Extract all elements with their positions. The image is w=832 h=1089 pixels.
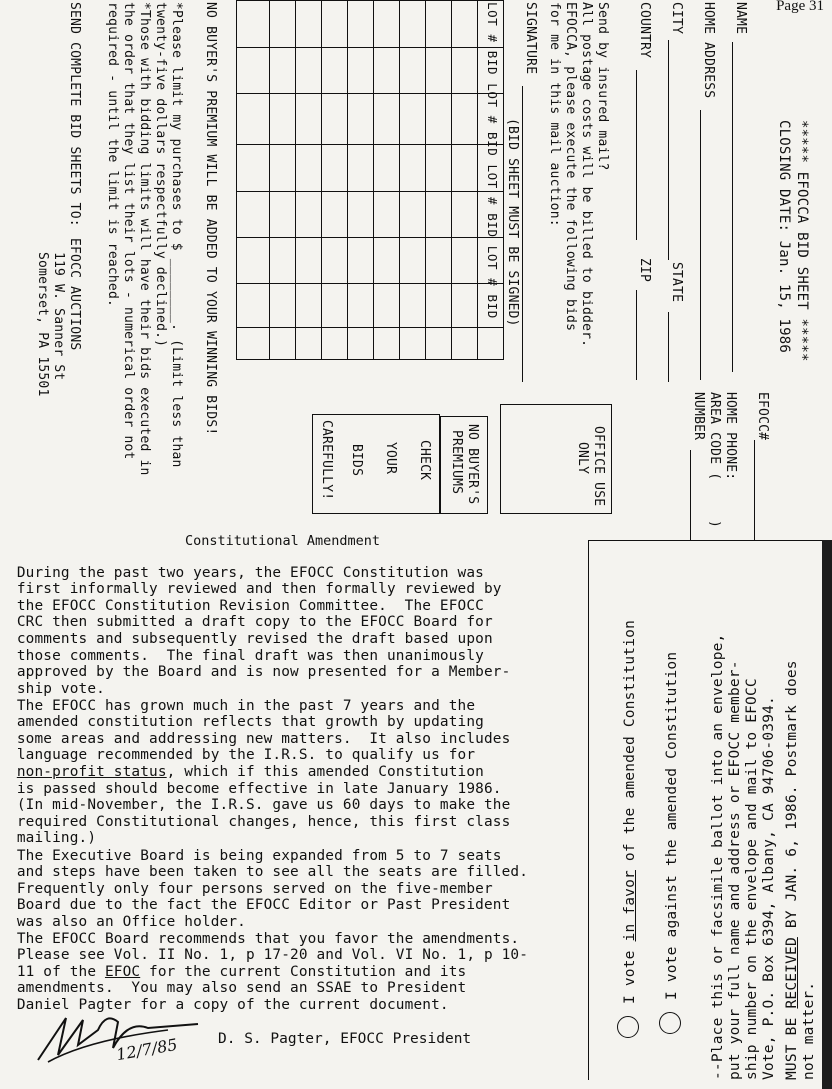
name-label: NAME	[733, 2, 748, 35]
bid-sheet-title: ***** EFOCCA BID SHEET *****	[794, 120, 810, 362]
signature-label: SIGNATURE	[523, 2, 538, 75]
home-address-underline[interactable]	[700, 110, 701, 380]
limit-line-2: twenty-five dollars respectfully declined.)	[153, 2, 168, 348]
area-code-close: )	[707, 520, 722, 529]
state-label: STATE	[669, 262, 684, 303]
country-label: COUNTRY	[637, 2, 652, 59]
handwritten-signature	[28, 1000, 208, 1080]
signer-name: D. S. Pagter, EFOCC President	[218, 1031, 472, 1047]
no-premiums-box	[440, 416, 488, 514]
vote-favor-radio[interactable]	[617, 1016, 639, 1038]
bid-grid[interactable]	[236, 0, 504, 360]
insured-mail-question: Send by insured mail?	[595, 2, 610, 171]
closing-date: CLOSING DATE: Jan. 15, 1986	[776, 120, 792, 353]
limit-line-1: *Please limit my purchases to $ ________. (Limit less than	[169, 2, 184, 468]
city-label: CITY	[669, 2, 684, 35]
city-underline[interactable]	[668, 40, 669, 260]
area-code-label: AREA CODE (	[707, 392, 722, 481]
vote-favor-label: I vote in favor of the amended Constitution	[622, 619, 638, 1004]
number-underline[interactable]	[690, 450, 691, 540]
limit-line-4: the order that they list their lots - numerical order not	[121, 2, 136, 460]
number-label: NUMBER	[691, 392, 706, 441]
postage-note: All postage costs will be billed to bidder.	[579, 2, 594, 348]
zip-underline[interactable]	[636, 290, 637, 380]
amendment-paragraph-4: The EFOCC Board recommends that you favor the amendments. Please see Vol. II No. 1, p 17-20 and Vol. VI No. 1, p 10- 11 of the EFOC for the current Constitution and its amendments. You may also send an SSAE to President Daniel Pagter for a copy of the current document.	[8, 930, 529, 1013]
ballot-edge	[822, 540, 832, 1089]
signature-date: 12/7/85	[114, 1034, 179, 1065]
address-line-2: 119 W. Sanner St	[51, 252, 66, 381]
efocc-number-label: EFOCC#	[755, 392, 770, 441]
grid-header: LOT # BID LOT # BID LOT # BID LOT # BID	[485, 2, 500, 319]
efocc-number-underline[interactable]	[754, 440, 755, 540]
send-to-label: SEND COMPLETE BID SHEETS TO:	[67, 2, 82, 227]
execute-bids-note: EFOCCA, please execute the following bids	[563, 2, 578, 332]
vote-against-label: I vote against the amended Constitution	[664, 651, 680, 1000]
signature-line[interactable]	[522, 86, 523, 382]
amendment-paragraph-2: The EFOCC has grown much in the past 7 years and the amended constitution reflects that growth by updating some areas and addressing new matters. It also includes language recommended by the I.R.S. to qualify us for non-profit status, which if this amended Constitution is passed should become effective in late January 1986. (In mid-November, the I.R.S. gave us 60 days to make the required Constitutional changes, hence, this first class mailing.)	[8, 697, 511, 847]
check-line-1: CHECK	[417, 440, 432, 481]
office-use-only: ONLY	[575, 442, 590, 475]
ballot-instructions-1: --Place this or facsimile ballot into an envelope,	[710, 633, 726, 1080]
office-use-label: OFFICE USE	[591, 426, 606, 507]
must-be-signed: (BID SHEET MUST BE SIGNED)	[505, 118, 520, 327]
check-line-2: YOUR	[383, 442, 398, 475]
name-underline[interactable]	[732, 42, 733, 372]
vote-against-radio[interactable]	[659, 1012, 681, 1034]
amendment-paragraph-3: The Executive Board is being expanded from 5 to 7 seats and steps have been taken to see all the seats are filled. Frequently only four persons served on the five-member Board due to the fact the EFOCC Editor or Past President was also an Office holder.	[8, 847, 529, 930]
limit-line-3: *Those with bidding limits will have their bids executed in	[137, 2, 152, 476]
ballot-postmark-note: not matter.	[801, 981, 817, 1080]
country-underline[interactable]	[636, 70, 637, 240]
check-line-4: CAREFULLY!	[319, 420, 334, 501]
zip-label: ZIP	[637, 258, 652, 283]
mail-auction-note: for me in this mail auction:	[547, 2, 562, 227]
amendment-title: Constitutional Amendment	[185, 533, 381, 549]
ballot-instructions-2: put your full name and address or EFOCC member-	[727, 660, 743, 1080]
limit-line-5: required - until the limit is reached.	[105, 2, 120, 308]
home-address-label: HOME ADDRESS	[701, 2, 716, 99]
amendment-paragraph-1: During the past two years, the EFOCC Constitution was first informally reviewed and then formally reviewed by the EFOCC Constitution Revision Committee. The EFOCC CRC then submitted a draft copy to the EFOCC Board for comments and subsequently revised the draft based upon those comments. The final draft was then unanimously approved by the Board and is now presented for a Member- ship vote.	[8, 564, 511, 697]
no-premiums-line-2: PREMIUMS	[449, 430, 464, 495]
home-phone-label: HOME PHONE:	[723, 392, 738, 481]
ballot-instructions-3: ship number on the envelope and mail to EFOCC	[744, 678, 760, 1080]
check-line-3: BIDS	[349, 444, 364, 477]
ballot-instructions-4: Vote, P.O. Box 6394, Albany, CA 94706-0394.	[761, 696, 777, 1080]
page-number: Page 31	[776, 0, 824, 14]
no-premium-note: NO BUYER'S PREMIUM WILL BE ADDED TO YOUR WINNING BIDS!	[203, 2, 218, 436]
address-line-1: EFOCC AUCTIONS	[67, 238, 82, 351]
no-premiums-line-1: NO BUYER'S	[465, 424, 480, 505]
ballot-deadline: MUST BE RECEIVED BY JAN. 6, 1986. Postmark does	[784, 660, 800, 1080]
state-underline[interactable]	[668, 312, 669, 382]
address-line-3: Somerset, PA 15501	[35, 252, 50, 397]
